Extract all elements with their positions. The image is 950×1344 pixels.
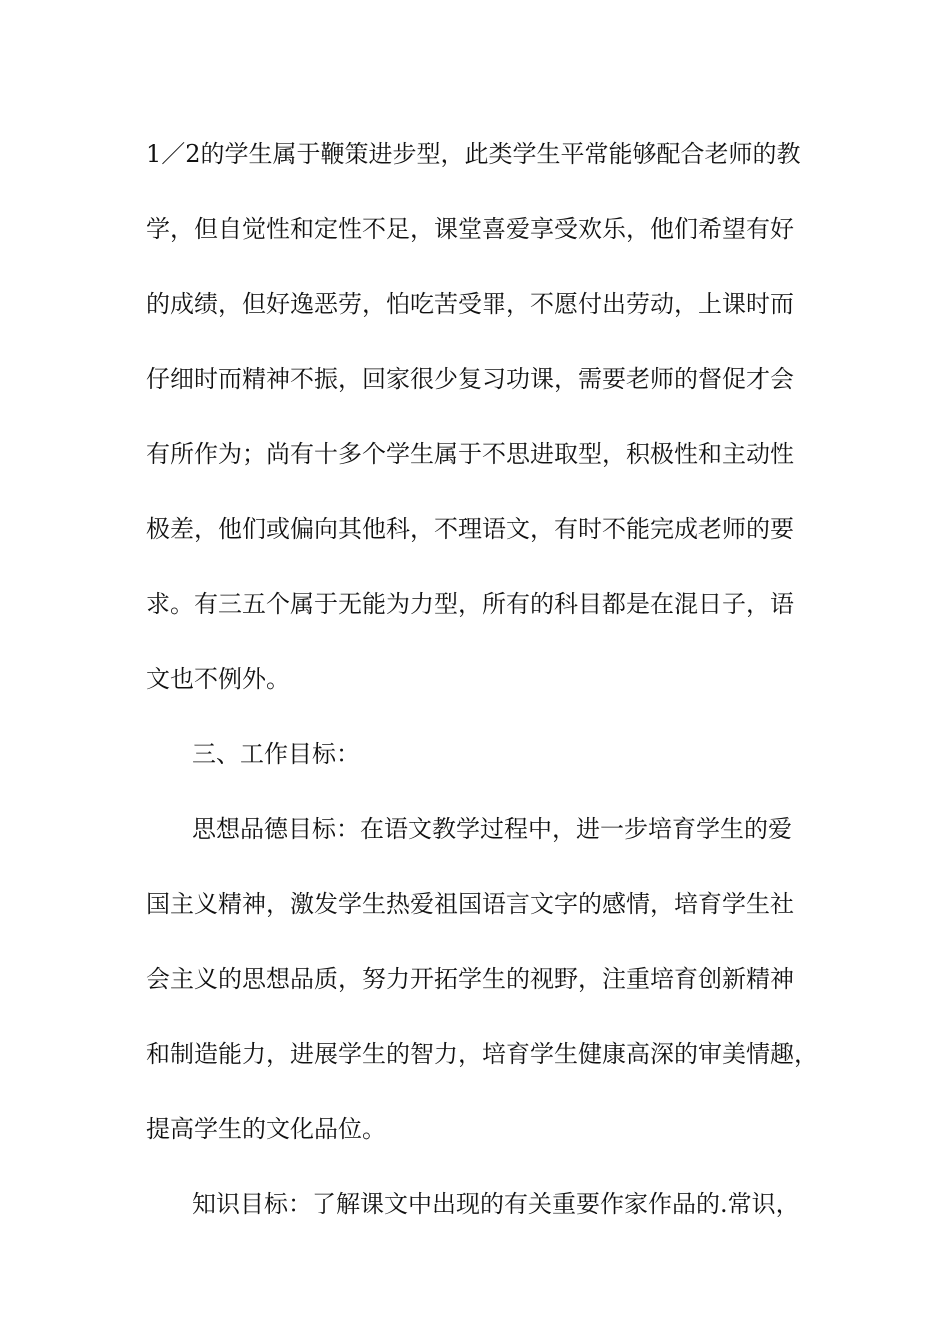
text-line: 学，但自觉性和定性不足，课堂喜爱享受欢乐，他们希望有好 — [146, 215, 794, 243]
text-line: 极差，他们或偏向其他科，不理语文，有时不能完成老师的要 — [146, 515, 794, 543]
text-line: 国主义精神，激发学生热爱祖国语言文字的感情，培育学生社 — [146, 890, 794, 918]
text-line: 和制造能力，进展学生的智力，培育学生健康高深的审美情趣， — [146, 1040, 818, 1068]
text-line: 求。有三五个属于无能为力型，所有的科目都是在混日子，语 — [146, 590, 794, 618]
text-line: 思想品德目标：在语文教学过程中，进一步培育学生的爱 — [192, 815, 792, 843]
text-line: 会主义的思想品质，努力开拓学生的视野，注重培育创新精神 — [146, 965, 794, 993]
text-line: 文也不例外。 — [146, 665, 290, 693]
text-line: 提高学生的文化品位。 — [146, 1115, 386, 1143]
text-line: 知识目标：了解课文中出现的有关重要作家作品的.常识， — [192, 1190, 800, 1218]
text-line: 1／2的学生属于鞭策进步型，此类学生平常能够配合老师的教 — [146, 140, 801, 168]
section-heading: 三、工作目标： — [192, 740, 360, 768]
text-line: 的成绩，但好逸恶劳，怕吃苦受罪，不愿付出劳动，上课时而 — [146, 290, 794, 318]
text-line: 仔细时而精神不振，回家很少复习功课，需要老师的督促才会 — [146, 365, 794, 393]
text-line: 有所作为；尚有十多个学生属于不思进取型，积极性和主动性 — [146, 440, 794, 468]
